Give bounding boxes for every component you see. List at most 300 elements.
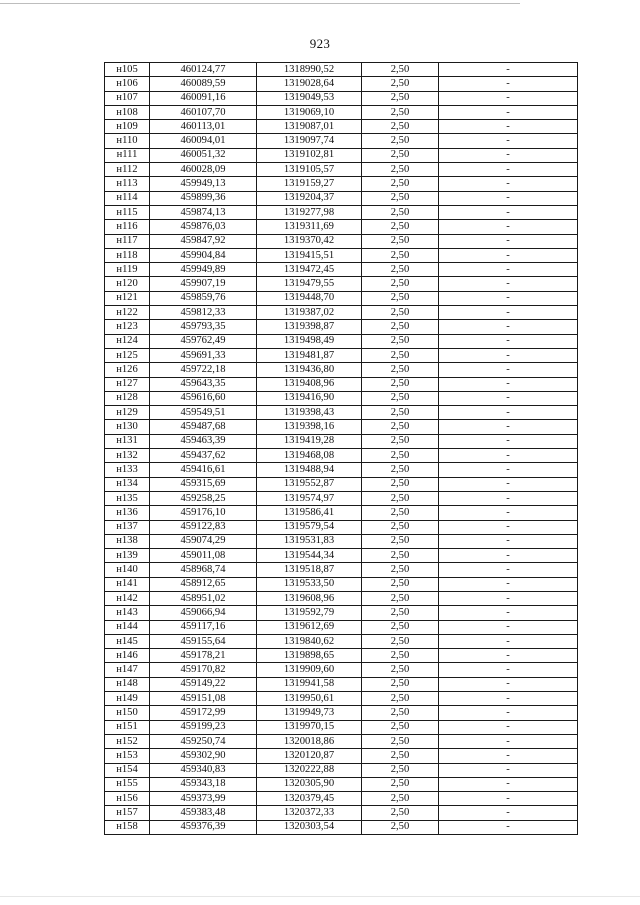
x-coordinate-cell: 459643,35 xyxy=(150,377,257,391)
x-coordinate-cell: 459812,33 xyxy=(150,306,257,320)
accuracy-cell: 2,50 xyxy=(362,806,439,820)
x-coordinate-cell: 459066,94 xyxy=(150,606,257,620)
y-coordinate-cell: 1319448,70 xyxy=(257,291,362,305)
point-id-cell: н134 xyxy=(105,477,150,491)
table-row xyxy=(105,820,578,834)
y-coordinate-cell: 1319579,54 xyxy=(257,520,362,534)
y-coordinate-cell: 1319586,41 xyxy=(257,506,362,520)
point-id-cell: н117 xyxy=(105,234,150,248)
description-cell: - xyxy=(439,120,578,134)
table-row xyxy=(105,377,578,391)
table-row xyxy=(105,291,578,305)
point-id-cell: н113 xyxy=(105,177,150,191)
table-row xyxy=(105,792,578,806)
description-cell: - xyxy=(439,792,578,806)
table-row xyxy=(105,77,578,91)
description-cell: - xyxy=(439,191,578,205)
x-coordinate-cell: 460051,32 xyxy=(150,148,257,162)
point-id-cell: н111 xyxy=(105,148,150,162)
point-id-cell: н114 xyxy=(105,191,150,205)
page-number: 923 xyxy=(309,36,331,51)
x-coordinate-cell: 460089,59 xyxy=(150,77,257,91)
table-row xyxy=(105,105,578,119)
x-coordinate-cell: 459122,83 xyxy=(150,520,257,534)
accuracy-cell: 2,50 xyxy=(362,163,439,177)
x-coordinate-cell: 459250,74 xyxy=(150,734,257,748)
table-row xyxy=(105,649,578,663)
y-coordinate-cell: 1320372,33 xyxy=(257,806,362,820)
x-coordinate-cell: 459074,29 xyxy=(150,534,257,548)
description-cell: - xyxy=(439,563,578,577)
accuracy-cell: 2,50 xyxy=(362,177,439,191)
x-coordinate-cell: 459876,03 xyxy=(150,220,257,234)
point-id-cell: н140 xyxy=(105,563,150,577)
y-coordinate-cell: 1319398,43 xyxy=(257,406,362,420)
point-id-cell: н129 xyxy=(105,406,150,420)
accuracy-cell: 2,50 xyxy=(362,120,439,134)
description-cell: - xyxy=(439,720,578,734)
description-cell: - xyxy=(439,163,578,177)
description-cell: - xyxy=(439,663,578,677)
x-coordinate-cell: 458951,02 xyxy=(150,591,257,605)
y-coordinate-cell: 1320018,86 xyxy=(257,734,362,748)
table-row xyxy=(105,777,578,791)
description-cell: - xyxy=(439,348,578,362)
table-row xyxy=(105,620,578,634)
y-coordinate-cell: 1319102,81 xyxy=(257,148,362,162)
point-id-cell: н133 xyxy=(105,463,150,477)
description-cell: - xyxy=(439,634,578,648)
point-id-cell: н139 xyxy=(105,549,150,563)
point-id-cell: н112 xyxy=(105,163,150,177)
accuracy-cell: 2,50 xyxy=(362,449,439,463)
point-id-cell: н121 xyxy=(105,291,150,305)
description-cell: - xyxy=(439,620,578,634)
accuracy-cell: 2,50 xyxy=(362,248,439,262)
accuracy-cell: 2,50 xyxy=(362,91,439,105)
description-cell: - xyxy=(439,777,578,791)
description-cell: - xyxy=(439,491,578,505)
description-cell: - xyxy=(439,91,578,105)
accuracy-cell: 2,50 xyxy=(362,406,439,420)
table-row xyxy=(105,406,578,420)
description-cell: - xyxy=(439,177,578,191)
accuracy-cell: 2,50 xyxy=(362,534,439,548)
y-coordinate-cell: 1319970,15 xyxy=(257,720,362,734)
x-coordinate-cell: 458912,65 xyxy=(150,577,257,591)
description-cell: - xyxy=(439,77,578,91)
y-coordinate-cell: 1319097,74 xyxy=(257,134,362,148)
accuracy-cell: 2,50 xyxy=(362,263,439,277)
description-cell: - xyxy=(439,334,578,348)
y-coordinate-cell: 1320120,87 xyxy=(257,749,362,763)
accuracy-cell: 2,50 xyxy=(362,234,439,248)
y-coordinate-cell: 1319311,69 xyxy=(257,220,362,234)
point-id-cell: н132 xyxy=(105,449,150,463)
table-row xyxy=(105,306,578,320)
accuracy-cell: 2,50 xyxy=(362,377,439,391)
x-coordinate-cell: 459722,18 xyxy=(150,363,257,377)
y-coordinate-cell: 1319472,45 xyxy=(257,263,362,277)
coordinates-table xyxy=(104,62,578,835)
y-coordinate-cell: 1319531,83 xyxy=(257,534,362,548)
table-row xyxy=(105,134,578,148)
point-id-cell: н141 xyxy=(105,577,150,591)
point-id-cell: н155 xyxy=(105,777,150,791)
accuracy-cell: 2,50 xyxy=(362,306,439,320)
description-cell: - xyxy=(439,363,578,377)
y-coordinate-cell: 1319468,08 xyxy=(257,449,362,463)
table-row xyxy=(105,120,578,134)
coordinates-table-body xyxy=(105,63,578,835)
x-coordinate-cell: 459847,92 xyxy=(150,234,257,248)
accuracy-cell: 2,50 xyxy=(362,105,439,119)
x-coordinate-cell: 459463,39 xyxy=(150,434,257,448)
point-id-cell: н150 xyxy=(105,706,150,720)
description-cell: - xyxy=(439,306,578,320)
y-coordinate-cell: 1319479,55 xyxy=(257,277,362,291)
table-row xyxy=(105,692,578,706)
description-cell: - xyxy=(439,463,578,477)
description-cell: - xyxy=(439,606,578,620)
y-coordinate-cell: 1319533,50 xyxy=(257,577,362,591)
y-coordinate-cell: 1319481,87 xyxy=(257,348,362,362)
accuracy-cell: 2,50 xyxy=(362,148,439,162)
y-coordinate-cell: 1319370,42 xyxy=(257,234,362,248)
x-coordinate-cell: 459949,13 xyxy=(150,177,257,191)
y-coordinate-cell: 1319069,10 xyxy=(257,105,362,119)
table-row xyxy=(105,463,578,477)
accuracy-cell: 2,50 xyxy=(362,334,439,348)
x-coordinate-cell: 458968,74 xyxy=(150,563,257,577)
point-id-cell: н147 xyxy=(105,663,150,677)
description-cell: - xyxy=(439,377,578,391)
x-coordinate-cell: 460094,01 xyxy=(150,134,257,148)
x-coordinate-cell: 459691,33 xyxy=(150,348,257,362)
accuracy-cell: 2,50 xyxy=(362,291,439,305)
table-row xyxy=(105,220,578,234)
accuracy-cell: 2,50 xyxy=(362,506,439,520)
description-cell: - xyxy=(439,434,578,448)
table-row xyxy=(105,549,578,563)
accuracy-cell: 2,50 xyxy=(362,205,439,219)
accuracy-cell: 2,50 xyxy=(362,63,439,77)
table-row xyxy=(105,606,578,620)
x-coordinate-cell: 459376,39 xyxy=(150,820,257,834)
y-coordinate-cell: 1319408,96 xyxy=(257,377,362,391)
accuracy-cell: 2,50 xyxy=(362,420,439,434)
point-id-cell: н136 xyxy=(105,506,150,520)
point-id-cell: н137 xyxy=(105,520,150,534)
description-cell: - xyxy=(439,220,578,234)
table-row xyxy=(105,520,578,534)
description-cell: - xyxy=(439,549,578,563)
table-row xyxy=(105,663,578,677)
table-row xyxy=(105,706,578,720)
y-coordinate-cell: 1318990,52 xyxy=(257,63,362,77)
description-cell: - xyxy=(439,506,578,520)
x-coordinate-cell: 459899,36 xyxy=(150,191,257,205)
x-coordinate-cell: 459117,16 xyxy=(150,620,257,634)
y-coordinate-cell: 1319574,97 xyxy=(257,491,362,505)
accuracy-cell: 2,50 xyxy=(362,348,439,362)
y-coordinate-cell: 1319608,96 xyxy=(257,591,362,605)
accuracy-cell: 2,50 xyxy=(362,663,439,677)
y-coordinate-cell: 1319909,60 xyxy=(257,663,362,677)
y-coordinate-cell: 1319498,49 xyxy=(257,334,362,348)
x-coordinate-cell: 459437,62 xyxy=(150,449,257,463)
accuracy-cell: 2,50 xyxy=(362,477,439,491)
description-cell: - xyxy=(439,649,578,663)
description-cell: - xyxy=(439,749,578,763)
bottom-rule xyxy=(0,896,640,897)
y-coordinate-cell: 1319204,37 xyxy=(257,191,362,205)
x-coordinate-cell: 459340,83 xyxy=(150,763,257,777)
x-coordinate-cell: 459151,08 xyxy=(150,692,257,706)
accuracy-cell: 2,50 xyxy=(362,491,439,505)
y-coordinate-cell: 1319898,65 xyxy=(257,649,362,663)
table-row xyxy=(105,591,578,605)
accuracy-cell: 2,50 xyxy=(362,320,439,334)
y-coordinate-cell: 1319552,87 xyxy=(257,477,362,491)
x-coordinate-cell: 459416,61 xyxy=(150,463,257,477)
accuracy-cell: 2,50 xyxy=(362,463,439,477)
point-id-cell: н116 xyxy=(105,220,150,234)
table-row xyxy=(105,177,578,191)
accuracy-cell: 2,50 xyxy=(362,391,439,405)
description-cell: - xyxy=(439,763,578,777)
x-coordinate-cell: 459178,21 xyxy=(150,649,257,663)
point-id-cell: н105 xyxy=(105,63,150,77)
x-coordinate-cell: 459170,82 xyxy=(150,663,257,677)
table-row xyxy=(105,348,578,362)
accuracy-cell: 2,50 xyxy=(362,277,439,291)
accuracy-cell: 2,50 xyxy=(362,591,439,605)
description-cell: - xyxy=(439,820,578,834)
x-coordinate-cell: 459616,60 xyxy=(150,391,257,405)
x-coordinate-cell: 460107,70 xyxy=(150,105,257,119)
y-coordinate-cell: 1319398,87 xyxy=(257,320,362,334)
x-coordinate-cell: 459383,48 xyxy=(150,806,257,820)
y-coordinate-cell: 1319087,01 xyxy=(257,120,362,134)
table-row xyxy=(105,334,578,348)
description-cell: - xyxy=(439,134,578,148)
point-id-cell: н143 xyxy=(105,606,150,620)
y-coordinate-cell: 1319488,94 xyxy=(257,463,362,477)
x-coordinate-cell: 459172,99 xyxy=(150,706,257,720)
x-coordinate-cell: 459155,64 xyxy=(150,634,257,648)
point-id-cell: н125 xyxy=(105,348,150,362)
point-id-cell: н120 xyxy=(105,277,150,291)
y-coordinate-cell: 1319592,79 xyxy=(257,606,362,620)
description-cell: - xyxy=(439,391,578,405)
y-coordinate-cell: 1319416,90 xyxy=(257,391,362,405)
description-cell: - xyxy=(439,591,578,605)
y-coordinate-cell: 1319941,58 xyxy=(257,677,362,691)
y-coordinate-cell: 1319277,98 xyxy=(257,205,362,219)
table-row xyxy=(105,634,578,648)
table-row xyxy=(105,506,578,520)
y-coordinate-cell: 1319419,28 xyxy=(257,434,362,448)
y-coordinate-cell: 1319612,69 xyxy=(257,620,362,634)
table-row xyxy=(105,434,578,448)
description-cell: - xyxy=(439,234,578,248)
y-coordinate-cell: 1320303,54 xyxy=(257,820,362,834)
accuracy-cell: 2,50 xyxy=(362,777,439,791)
accuracy-cell: 2,50 xyxy=(362,706,439,720)
point-id-cell: н126 xyxy=(105,363,150,377)
x-coordinate-cell: 459149,22 xyxy=(150,677,257,691)
description-cell: - xyxy=(439,248,578,262)
accuracy-cell: 2,50 xyxy=(362,763,439,777)
table-row xyxy=(105,749,578,763)
description-cell: - xyxy=(439,706,578,720)
description-cell: - xyxy=(439,406,578,420)
x-coordinate-cell: 460124,77 xyxy=(150,63,257,77)
y-coordinate-cell: 1320379,45 xyxy=(257,792,362,806)
y-coordinate-cell: 1319415,51 xyxy=(257,248,362,262)
point-id-cell: н119 xyxy=(105,263,150,277)
x-coordinate-cell: 459343,18 xyxy=(150,777,257,791)
point-id-cell: н128 xyxy=(105,391,150,405)
accuracy-cell: 2,50 xyxy=(362,363,439,377)
table-row xyxy=(105,163,578,177)
point-id-cell: н131 xyxy=(105,434,150,448)
point-id-cell: н115 xyxy=(105,205,150,219)
accuracy-cell: 2,50 xyxy=(362,549,439,563)
y-coordinate-cell: 1319436,80 xyxy=(257,363,362,377)
x-coordinate-cell: 459487,68 xyxy=(150,420,257,434)
point-id-cell: н123 xyxy=(105,320,150,334)
table-row xyxy=(105,391,578,405)
table-row xyxy=(105,320,578,334)
table-row xyxy=(105,677,578,691)
point-id-cell: н118 xyxy=(105,248,150,262)
table-row xyxy=(105,248,578,262)
table-row xyxy=(105,277,578,291)
accuracy-cell: 2,50 xyxy=(362,191,439,205)
description-cell: - xyxy=(439,63,578,77)
x-coordinate-cell: 459874,13 xyxy=(150,205,257,219)
point-id-cell: н106 xyxy=(105,77,150,91)
x-coordinate-cell: 459176,10 xyxy=(150,506,257,520)
description-cell: - xyxy=(439,577,578,591)
y-coordinate-cell: 1320222,88 xyxy=(257,763,362,777)
y-coordinate-cell: 1320305,90 xyxy=(257,777,362,791)
y-coordinate-cell: 1319105,57 xyxy=(257,163,362,177)
table-row xyxy=(105,63,578,77)
accuracy-cell: 2,50 xyxy=(362,77,439,91)
table-row xyxy=(105,534,578,548)
table-row xyxy=(105,577,578,591)
point-id-cell: н149 xyxy=(105,692,150,706)
point-id-cell: н153 xyxy=(105,749,150,763)
description-cell: - xyxy=(439,205,578,219)
y-coordinate-cell: 1319840,62 xyxy=(257,634,362,648)
description-cell: - xyxy=(439,148,578,162)
y-coordinate-cell: 1319387,02 xyxy=(257,306,362,320)
accuracy-cell: 2,50 xyxy=(362,677,439,691)
table-row xyxy=(105,491,578,505)
description-cell: - xyxy=(439,420,578,434)
x-coordinate-cell: 459762,49 xyxy=(150,334,257,348)
x-coordinate-cell: 459949,89 xyxy=(150,263,257,277)
description-cell: - xyxy=(439,291,578,305)
description-cell: - xyxy=(439,520,578,534)
table-row xyxy=(105,720,578,734)
point-id-cell: н108 xyxy=(105,105,150,119)
x-coordinate-cell: 459011,08 xyxy=(150,549,257,563)
point-id-cell: н158 xyxy=(105,820,150,834)
y-coordinate-cell: 1319950,61 xyxy=(257,692,362,706)
table-row xyxy=(105,763,578,777)
y-coordinate-cell: 1319028,64 xyxy=(257,77,362,91)
y-coordinate-cell: 1319049,53 xyxy=(257,91,362,105)
point-id-cell: н122 xyxy=(105,306,150,320)
point-id-cell: н127 xyxy=(105,377,150,391)
point-id-cell: н130 xyxy=(105,420,150,434)
x-coordinate-cell: 459549,51 xyxy=(150,406,257,420)
y-coordinate-cell: 1319159,27 xyxy=(257,177,362,191)
accuracy-cell: 2,50 xyxy=(362,820,439,834)
point-id-cell: н109 xyxy=(105,120,150,134)
accuracy-cell: 2,50 xyxy=(362,634,439,648)
description-cell: - xyxy=(439,534,578,548)
point-id-cell: н151 xyxy=(105,720,150,734)
accuracy-cell: 2,50 xyxy=(362,134,439,148)
x-coordinate-cell: 459315,69 xyxy=(150,477,257,491)
x-coordinate-cell: 460028,09 xyxy=(150,163,257,177)
table-row xyxy=(105,806,578,820)
description-cell: - xyxy=(439,263,578,277)
accuracy-cell: 2,50 xyxy=(362,220,439,234)
table-row xyxy=(105,263,578,277)
point-id-cell: н107 xyxy=(105,91,150,105)
point-id-cell: н135 xyxy=(105,491,150,505)
accuracy-cell: 2,50 xyxy=(362,520,439,534)
table-row xyxy=(105,449,578,463)
point-id-cell: н124 xyxy=(105,334,150,348)
table-row xyxy=(105,734,578,748)
y-coordinate-cell: 1319949,73 xyxy=(257,706,362,720)
x-coordinate-cell: 460091,16 xyxy=(150,91,257,105)
accuracy-cell: 2,50 xyxy=(362,720,439,734)
point-id-cell: н148 xyxy=(105,677,150,691)
description-cell: - xyxy=(439,320,578,334)
table-row xyxy=(105,234,578,248)
point-id-cell: н145 xyxy=(105,634,150,648)
accuracy-cell: 2,50 xyxy=(362,563,439,577)
accuracy-cell: 2,50 xyxy=(362,692,439,706)
x-coordinate-cell: 459373,99 xyxy=(150,792,257,806)
table-row xyxy=(105,148,578,162)
table-row xyxy=(105,205,578,219)
description-cell: - xyxy=(439,277,578,291)
table-row xyxy=(105,363,578,377)
x-coordinate-cell: 459258,25 xyxy=(150,491,257,505)
x-coordinate-cell: 459302,90 xyxy=(150,749,257,763)
table-row xyxy=(105,477,578,491)
accuracy-cell: 2,50 xyxy=(362,434,439,448)
y-coordinate-cell: 1319518,87 xyxy=(257,563,362,577)
x-coordinate-cell: 459904,84 xyxy=(150,248,257,262)
point-id-cell: н138 xyxy=(105,534,150,548)
x-coordinate-cell: 460113,01 xyxy=(150,120,257,134)
point-id-cell: н146 xyxy=(105,649,150,663)
description-cell: - xyxy=(439,677,578,691)
x-coordinate-cell: 459199,23 xyxy=(150,720,257,734)
accuracy-cell: 2,50 xyxy=(362,577,439,591)
